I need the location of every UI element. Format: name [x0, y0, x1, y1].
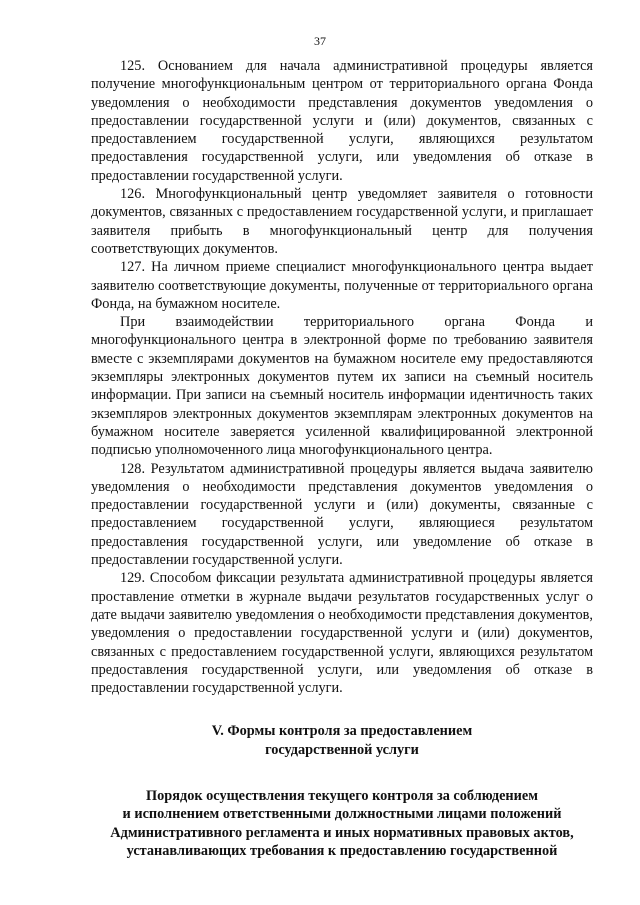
- paragraph-129: 129. Способом фиксации результата административной процедуры является проставление отметки в журнале выдачи результатов государственных услуг о дате выдачи заявителю уведомления о необходимости представления документов, уведомления о предоставлении государственной услуги и (или) документов, связанных с предоставлением государственной услуги, являющихся результатом предоставления государственной услуги, или уведомления об отказе в предоставлении государственной услуги.: [91, 570, 593, 697]
- subsection-title-line: Порядок осуществления текущего контроля за соблюдением: [146, 787, 538, 804]
- subsection-title-line: Административного регламента и иных нормативных правовых актов,: [110, 824, 574, 841]
- section-title-line: V. Формы контроля за предоставлением: [211, 723, 473, 740]
- paragraph-126: 126. Многофункциональный центр уведомляет заявителя о готовности документов, связанных с предоставлением государственной услуги, и приглашает заявителя прибыть в многофункциональный центр для получения соответствующих документов.: [91, 186, 593, 257]
- paragraph-127-continued: При взаимодействии территориального органа Фонда и многофункционального центра в электронной форме по требованию заявителя вместе с экземплярами документов на бумажном носителе ему предоставляются экземпляры электронных документов путем их записи на съемный носитель информации. При записи на съемный носитель информации идентичность таких экземпляров электронных документов экземплярам электронных документов на бумажном носителе заверяется усиленной квалифицированной электронной подписью уполномоченного лица многофункционального центра.: [91, 314, 593, 459]
- page-number: 37: [314, 34, 326, 48]
- subsection-title-line: устанавливающих требования к предоставлению государственной: [126, 842, 558, 859]
- paragraph-125: 125. Основанием для начала административной процедуры является получение многофункциональным центром от территориального органа Фонда уведомления о необходимости представления документов уведомления о предоставлении государственной услуги и (или) документов, связанных с предоставлением государственной услуги, являющихся результатом предоставления государственной услуги, или уведомления об отказе в предоставлении государственной услуги.: [91, 58, 593, 184]
- section-title-line: государственной услуги: [265, 741, 419, 758]
- paragraph-127: 127. На личном приеме специалист многофункционального центра выдает заявителю соответствующие документы, полученные от территориального органа Фонда, на бумажном носителе.: [91, 259, 593, 312]
- subsection-title-line: и исполнением ответственными должностными лицами положений: [122, 806, 562, 823]
- section-title: [91, 722, 593, 759]
- subsection-title: [91, 787, 593, 860]
- paragraph-128: 128. Результатом административной процедуры является выдача заявителю уведомления о необходимости представления документов уведомления о предоставлении государственной услуги и (или) документы, связанные с предоставлением государственной услуги, являющиеся результатом предоставления государственной услуги, или уведомление об отказе в предоставлении государственной услуги.: [91, 460, 593, 569]
- document-body: [91, 57, 593, 860]
